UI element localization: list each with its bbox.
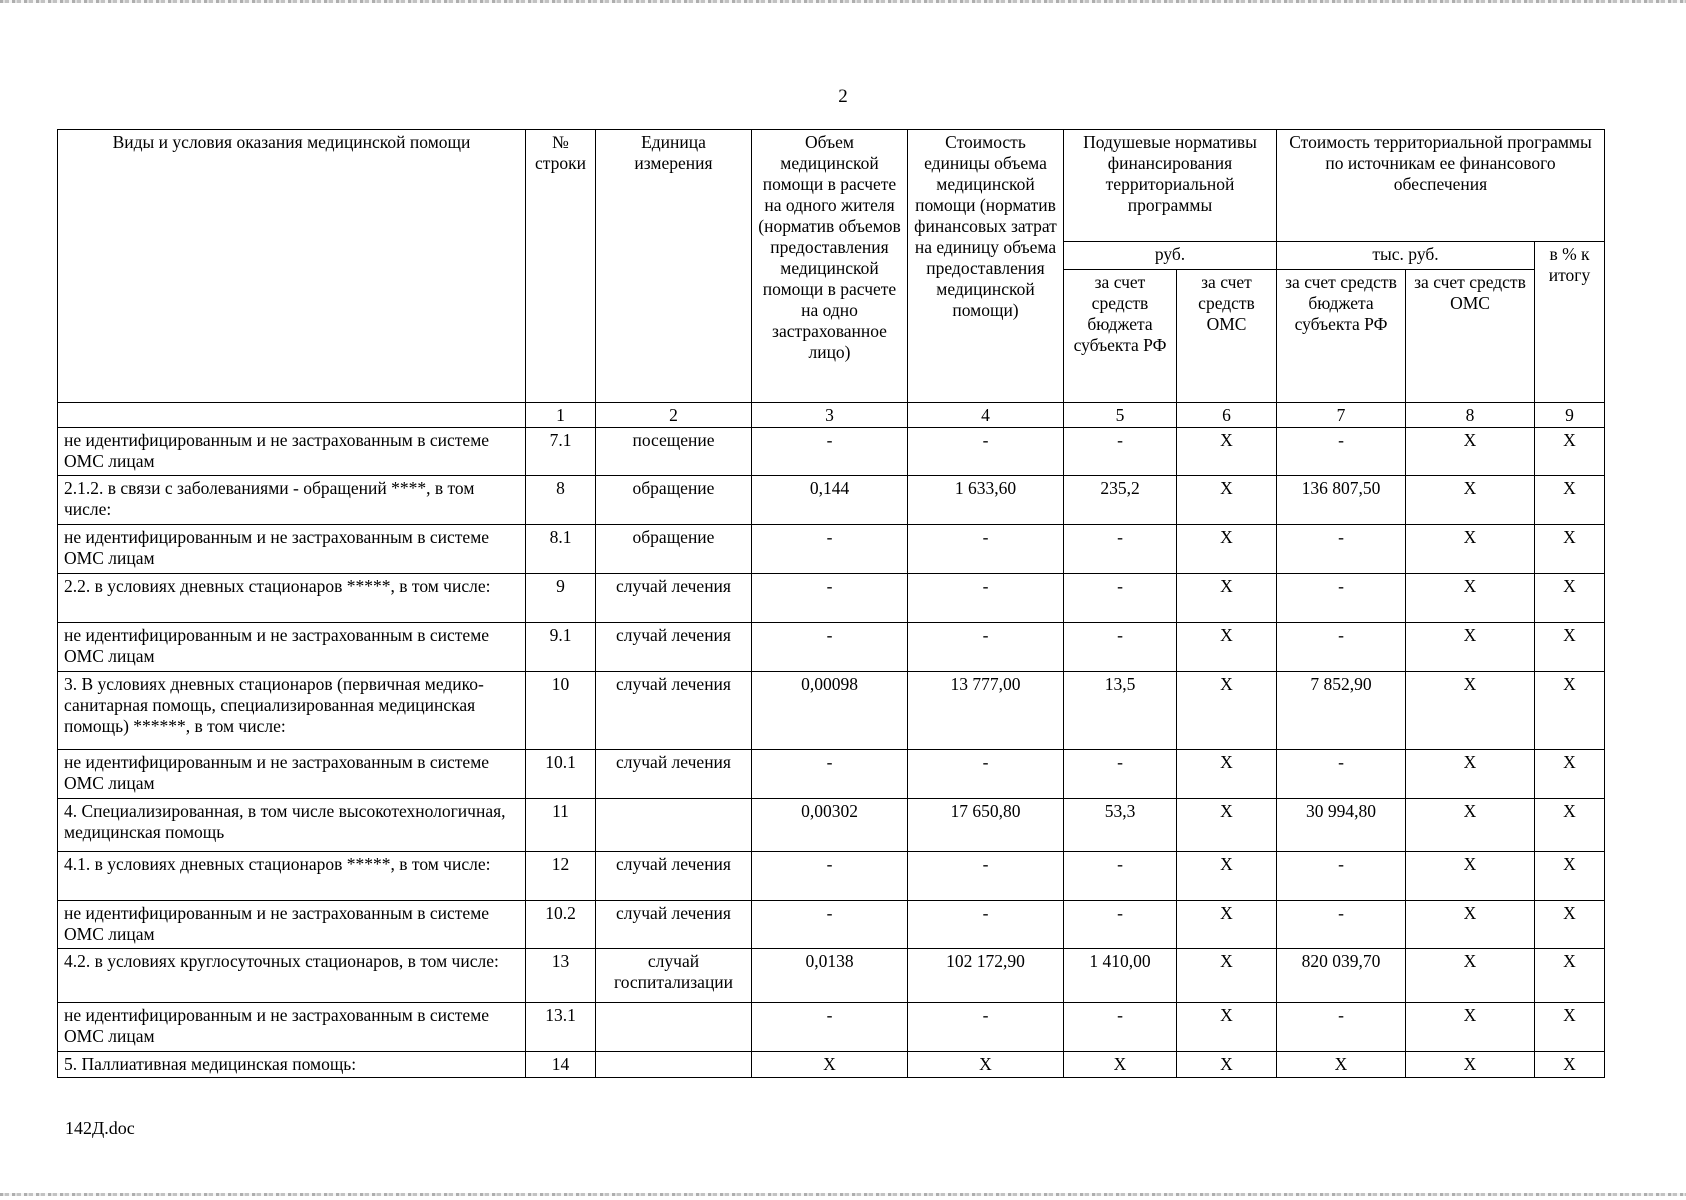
row-oms-rub: X (1177, 901, 1277, 949)
page-number: 2 (838, 86, 848, 107)
row-cost: - (908, 901, 1064, 949)
row-volume: - (752, 901, 908, 949)
row-budget-thous: X (1277, 1052, 1406, 1078)
row-name: 5. Паллиативная медицинская помощь: (58, 1052, 526, 1078)
table-row (58, 623, 1605, 672)
row-oms-thous: X (1406, 1052, 1535, 1078)
row-number: 8 (526, 476, 596, 525)
row-name: 2.1.2. в связи с заболеваниями - обращений ****, в том числе: (58, 476, 526, 525)
row-volume: - (752, 428, 908, 476)
table-row (58, 1003, 1605, 1052)
row-budget-thous: - (1277, 750, 1406, 799)
row-pct: X (1535, 901, 1605, 949)
header-budget-rf-2: за счет средств бюджета субъекта РФ (1277, 270, 1406, 403)
row-volume: - (752, 574, 908, 623)
column-number: 1 (526, 403, 596, 428)
row-budget-thous: 820 039,70 (1277, 949, 1406, 1003)
table-row (58, 428, 1605, 476)
row-pct: X (1535, 428, 1605, 476)
row-volume: - (752, 1003, 908, 1052)
row-budget-thous: - (1277, 574, 1406, 623)
row-cost: - (908, 623, 1064, 672)
row-name: не идентифицированным и не застрахованным в системе ОМС лицам (58, 901, 526, 949)
row-pct: X (1535, 1052, 1605, 1078)
row-volume: 0,00098 (752, 672, 908, 750)
row-number: 11 (526, 799, 596, 852)
row-oms-rub: X (1177, 623, 1277, 672)
table-row (58, 476, 1605, 525)
header-thous-rub: тыс. руб. (1277, 242, 1535, 270)
footer-filename: 142Д.doc (65, 1118, 135, 1138)
row-name: не идентифицированным и не застрахованным в системе ОМС лицам (58, 428, 526, 476)
row-oms-thous: X (1406, 428, 1535, 476)
row-pct: X (1535, 750, 1605, 799)
row-oms-rub: X (1177, 949, 1277, 1003)
row-number: 8.1 (526, 525, 596, 574)
row-cost: - (908, 574, 1064, 623)
row-pct: X (1535, 574, 1605, 623)
row-unit: случай лечения (596, 852, 752, 901)
row-oms-thous: X (1406, 525, 1535, 574)
header-type: Виды и условия оказания медицинской помощи (58, 130, 526, 403)
column-number: 4 (908, 403, 1064, 428)
row-cost: - (908, 428, 1064, 476)
row-budget-thous: 7 852,90 (1277, 672, 1406, 750)
row-number: 13.1 (526, 1003, 596, 1052)
table-row (58, 949, 1605, 1003)
financing-table (57, 129, 1605, 1078)
row-budget-rub: - (1064, 525, 1177, 574)
row-budget-rub: - (1064, 901, 1177, 949)
row-oms-rub: X (1177, 672, 1277, 750)
row-name: 3. В условиях дневных стационаров (первичная медико-санитарная помощь, специализированная медицинская помощь) ******, в том числе: (58, 672, 526, 750)
row-cost: - (908, 750, 1064, 799)
row-oms-rub: X (1177, 1003, 1277, 1052)
row-name: 4. Специализированная, в том числе высокотехнологичная, медицинская помощь (58, 799, 526, 852)
row-budget-rub: 13,5 (1064, 672, 1177, 750)
row-name: 4.1. в условиях дневных стационаров *****, в том числе: (58, 852, 526, 901)
scan-edge-top (0, 0, 1686, 3)
row-budget-rub: - (1064, 428, 1177, 476)
row-volume: - (752, 623, 908, 672)
row-budget-rub: 53,3 (1064, 799, 1177, 852)
table-row (58, 852, 1605, 901)
row-budget-rub: - (1064, 750, 1177, 799)
row-oms-rub: X (1177, 750, 1277, 799)
header-pct-total: в % к итогу (1535, 242, 1605, 403)
header-cost: Стоимость единицы объема медицинской помощи (норматив финансовых затрат на единицу объема предоставления медицинской помощи) (908, 130, 1064, 403)
row-budget-rub: 1 410,00 (1064, 949, 1177, 1003)
row-budget-thous: - (1277, 901, 1406, 949)
row-oms-thous: X (1406, 476, 1535, 525)
row-budget-thous: 136 807,50 (1277, 476, 1406, 525)
row-oms-rub: X (1177, 476, 1277, 525)
row-oms-rub: X (1177, 428, 1277, 476)
row-number: 14 (526, 1052, 596, 1078)
row-volume: - (752, 852, 908, 901)
row-budget-rub: X (1064, 1052, 1177, 1078)
header-row-1 (58, 130, 1605, 242)
row-oms-thous: X (1406, 901, 1535, 949)
table-row (58, 750, 1605, 799)
row-budget-thous: - (1277, 525, 1406, 574)
row-unit (596, 1052, 752, 1078)
row-number: 9.1 (526, 623, 596, 672)
row-oms-thous: X (1406, 852, 1535, 901)
row-oms-rub: X (1177, 799, 1277, 852)
row-number: 9 (526, 574, 596, 623)
row-unit: случай госпитализации (596, 949, 752, 1003)
row-unit: случай лечения (596, 901, 752, 949)
row-budget-rub: - (1064, 1003, 1177, 1052)
row-number: 7.1 (526, 428, 596, 476)
row-pct: X (1535, 799, 1605, 852)
row-cost: X (908, 1052, 1064, 1078)
header-row-no: № строки (526, 130, 596, 403)
row-budget-thous: 30 994,80 (1277, 799, 1406, 852)
row-unit: посещение (596, 428, 752, 476)
row-volume: 0,00302 (752, 799, 908, 852)
column-number: 6 (1177, 403, 1277, 428)
row-oms-thous: X (1406, 574, 1535, 623)
row-budget-thous: - (1277, 1003, 1406, 1052)
row-pct: X (1535, 852, 1605, 901)
row-pct: X (1535, 672, 1605, 750)
row-number: 13 (526, 949, 596, 1003)
row-oms-rub: X (1177, 525, 1277, 574)
row-pct: X (1535, 1003, 1605, 1052)
row-volume: 0,0138 (752, 949, 908, 1003)
row-unit (596, 1003, 752, 1052)
row-oms-thous: X (1406, 1003, 1535, 1052)
row-unit: случай лечения (596, 672, 752, 750)
column-number: 7 (1277, 403, 1406, 428)
column-number: 3 (752, 403, 908, 428)
row-unit: обращение (596, 476, 752, 525)
header-unit: Единица измерения (596, 130, 752, 403)
table-row (58, 901, 1605, 949)
row-oms-thous: X (1406, 672, 1535, 750)
header-oms: за счет средств ОМС (1177, 270, 1277, 403)
row-unit: случай лечения (596, 750, 752, 799)
row-name: 2.2. в условиях дневных стационаров *****, в том числе: (58, 574, 526, 623)
column-number-row (58, 403, 1605, 428)
header-rub: руб. (1064, 242, 1277, 270)
row-cost: 13 777,00 (908, 672, 1064, 750)
row-oms-thous: X (1406, 949, 1535, 1003)
column-number: 8 (1406, 403, 1535, 428)
row-number: 10.1 (526, 750, 596, 799)
row-cost: 1 633,60 (908, 476, 1064, 525)
row-budget-thous: - (1277, 428, 1406, 476)
row-number: 10.2 (526, 901, 596, 949)
row-oms-thous: X (1406, 750, 1535, 799)
row-budget-thous: - (1277, 852, 1406, 901)
column-number: 5 (1064, 403, 1177, 428)
row-name: не идентифицированным и не застрахованным в системе ОМС лицам (58, 623, 526, 672)
header-program-cost: Стоимость территориальной программы по источникам ее финансового обеспечения (1277, 130, 1605, 242)
row-budget-thous: - (1277, 623, 1406, 672)
table-row (58, 525, 1605, 574)
row-oms-rub: X (1177, 852, 1277, 901)
row-volume: X (752, 1052, 908, 1078)
row-cost: 17 650,80 (908, 799, 1064, 852)
header-oms-2: за счет средств ОМС (1406, 270, 1535, 403)
row-volume: 0,144 (752, 476, 908, 525)
table-row (58, 799, 1605, 852)
row-unit: обращение (596, 525, 752, 574)
row-cost: - (908, 525, 1064, 574)
row-volume: - (752, 750, 908, 799)
row-unit (596, 799, 752, 852)
row-budget-rub: - (1064, 852, 1177, 901)
row-budget-rub: 235,2 (1064, 476, 1177, 525)
header-per-capita: Подушевые нормативы финансирования территориальной программы (1064, 130, 1277, 242)
row-volume: - (752, 525, 908, 574)
column-number-empty (58, 403, 526, 428)
row-oms-rub: X (1177, 1052, 1277, 1078)
row-oms-thous: X (1406, 799, 1535, 852)
column-number: 2 (596, 403, 752, 428)
row-cost: - (908, 1003, 1064, 1052)
row-oms-thous: X (1406, 623, 1535, 672)
row-cost: 102 172,90 (908, 949, 1064, 1003)
table-row (58, 574, 1605, 623)
header-budget-rf: за счет средств бюджета субъекта РФ (1064, 270, 1177, 403)
row-pct: X (1535, 949, 1605, 1003)
header-volume: Объем медицинской помощи в расчете на одного жителя (норматив объемов предоставления медицинской помощи в расчете на одно застрахованное лицо) (752, 130, 908, 403)
row-number: 10 (526, 672, 596, 750)
row-pct: X (1535, 476, 1605, 525)
row-name: 4.2. в условиях круглосуточных стационаров, в том числе: (58, 949, 526, 1003)
row-name: не идентифицированным и не застрахованным в системе ОМС лицам (58, 525, 526, 574)
row-budget-rub: - (1064, 574, 1177, 623)
row-budget-rub: - (1064, 623, 1177, 672)
table-row (58, 1052, 1605, 1078)
row-unit: случай лечения (596, 623, 752, 672)
row-pct: X (1535, 525, 1605, 574)
table-row (58, 672, 1605, 750)
row-unit: случай лечения (596, 574, 752, 623)
column-number: 9 (1535, 403, 1605, 428)
row-name: не идентифицированным и не застрахованным в системе ОМС лицам (58, 1003, 526, 1052)
scan-edge-bottom (0, 1193, 1686, 1196)
row-oms-rub: X (1177, 574, 1277, 623)
row-name: не идентифицированным и не застрахованным в системе ОМС лицам (58, 750, 526, 799)
row-cost: - (908, 852, 1064, 901)
row-number: 12 (526, 852, 596, 901)
row-pct: X (1535, 623, 1605, 672)
